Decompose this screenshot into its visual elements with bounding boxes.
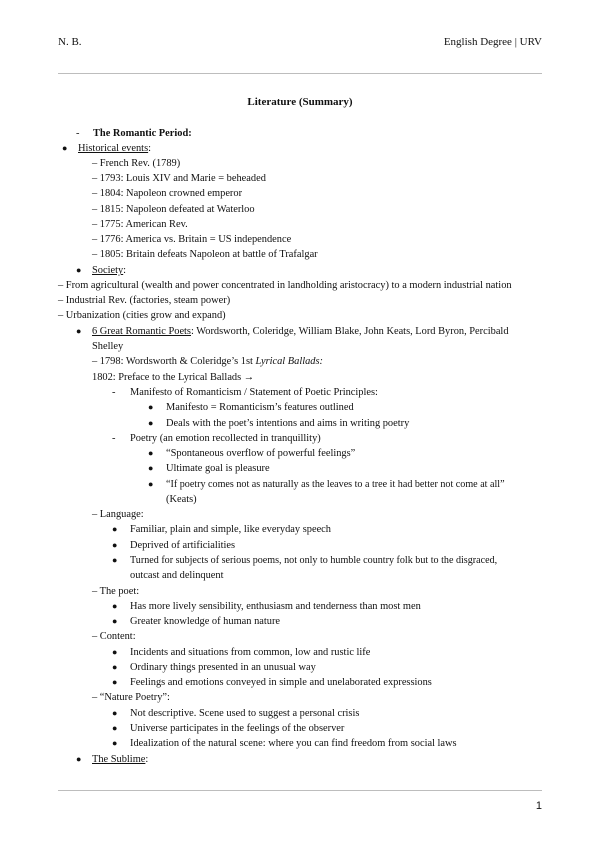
bullet-icon: ● — [148, 402, 154, 412]
list-item: – 1804: Napoleon crowned emperor — [92, 188, 243, 199]
list-item: – 1815: Napoleon defeated at Waterloo — [92, 204, 255, 215]
historical-events-label: Historical events — [78, 143, 149, 154]
dash-marker: - — [112, 387, 116, 398]
nature-heading: – “Nature Poetry”: — [92, 692, 170, 703]
list-item: – Urbanization (cities grow and expand) — [58, 310, 226, 321]
section-heading-romantic: The Romantic Period: — [93, 128, 192, 139]
bullet-icon: ● — [112, 555, 118, 565]
list-item: – 1793: Louis XIV and Marie = beheaded — [92, 173, 266, 184]
sublime-colon: : — [145, 754, 149, 765]
page-number: 1 — [535, 800, 542, 812]
poetry-heading: Poetry (an emotion recollected in tranquillity) — [130, 433, 321, 444]
bullet-icon: ● — [76, 754, 82, 764]
bullet-icon: ● — [112, 708, 118, 718]
dash-marker: - — [76, 128, 80, 139]
bullet-icon: ● — [112, 723, 118, 733]
list-item: – 1805: Britain defeats Napoleon at battle of Trafalgar — [92, 249, 318, 260]
list-item: Deals with the poet’s intentions and aims in writing poetry — [166, 418, 410, 429]
historical-events-heading — [78, 141, 151, 156]
list-item: Ordinary things presented in an unusual way — [130, 662, 316, 673]
poets-label: 6 Great Romantic Poets — [92, 326, 191, 337]
content-heading: – Content: — [92, 631, 136, 642]
dash-marker: - — [112, 433, 116, 444]
bullet-icon: ● — [148, 463, 154, 473]
bullet-icon: ● — [112, 738, 118, 748]
manifesto-heading: Manifesto of Romanticism / Statement of Poetic Principles: — [130, 387, 378, 398]
language-heading: – Language: — [92, 509, 144, 520]
list-item: Deprived of artificialities — [130, 540, 236, 551]
list-item: Greater knowledge of human nature — [130, 616, 281, 627]
ballads-line — [92, 354, 323, 369]
historical-events-colon: : — [148, 143, 152, 154]
list-item: Turned for subjects of serious poems, not only to humble country folk but to the disgraced, — [130, 555, 498, 566]
list-item: – 1776: America vs. Britain = US independence — [92, 234, 292, 245]
list-item: “Spontaneous overflow of powerful feelings” — [166, 448, 356, 459]
bullet-icon: ● — [76, 326, 82, 336]
bullet-icon: ● — [112, 647, 118, 657]
poets-names: : Wordsworth, Coleridge, William Blake, John Keats, Lord Byron, Percibald — [190, 326, 509, 337]
list-item-cont: (Keats) — [166, 494, 197, 505]
list-item: Ultimate goal is pleasure — [166, 463, 270, 474]
list-item: – 1775: American Rev. — [92, 219, 188, 230]
list-item: Feelings and emotions conveyed in simple and unelaborated expressions — [130, 677, 432, 688]
society-colon: : — [123, 265, 127, 276]
preface-line: 1802: Preface to the Lyrical Ballads → — [92, 372, 255, 383]
list-item: Idealization of the natural scene: where you can find freedom from social laws — [130, 738, 457, 749]
bullet-icon: ● — [112, 540, 118, 550]
list-item: Has more lively sensibility, enthusiasm and tenderness than most men — [130, 601, 421, 612]
page-header-right: English Degree | URV — [443, 36, 542, 48]
society-heading — [92, 263, 126, 278]
footer-rule — [58, 790, 542, 791]
page-header-left: N. B. — [58, 36, 82, 48]
ballads-title: Lyrical Ballads: — [255, 356, 323, 367]
society-label: Society — [92, 265, 124, 276]
list-item: Universe participates in the feelings of the observer — [130, 723, 345, 734]
list-item: Familiar, plain and simple, like everyday speech — [130, 524, 331, 535]
list-item-cont: outcast and delinquent — [130, 570, 224, 581]
list-item: Incidents and situations from common, low and rustic life — [130, 647, 371, 658]
sublime-heading — [92, 752, 148, 767]
ballads-prefix: – 1798: Wordsworth & Coleridge’s 1st — [92, 356, 256, 367]
header-rule — [58, 73, 542, 74]
poets-line — [92, 324, 509, 339]
document-title: Literature (Summary) — [247, 96, 353, 108]
list-item: “If poetry comes not as naturally as the leaves to a tree it had better not come at all” — [166, 479, 505, 490]
bullet-icon: ● — [112, 601, 118, 611]
sublime-label: The Sublime — [92, 754, 146, 765]
bullet-icon: ● — [112, 662, 118, 672]
bullet-icon: ● — [112, 524, 118, 534]
bullet-icon: ● — [112, 616, 118, 626]
bullet-icon: ● — [62, 143, 68, 153]
poet-heading: – The poet: — [92, 586, 140, 597]
bullet-icon: ● — [148, 479, 154, 489]
list-item: Not descriptive. Scene used to suggest a personal crisis — [130, 708, 360, 719]
list-item: – From agricultural (wealth and power concentrated in landholding aristocracy) to a modern industrial nation — [58, 280, 512, 291]
poets-line-cont: Shelley — [92, 341, 124, 352]
bullet-icon: ● — [112, 677, 118, 687]
list-item: Manifesto = Romanticism’s features outlined — [166, 402, 354, 413]
bullet-icon: ● — [148, 418, 154, 428]
list-item: – French Rev. (1789) — [92, 158, 181, 169]
list-item: – Industrial Rev. (factories, steam power) — [58, 295, 231, 306]
bullet-icon: ● — [76, 265, 82, 275]
bullet-icon: ● — [148, 448, 154, 458]
